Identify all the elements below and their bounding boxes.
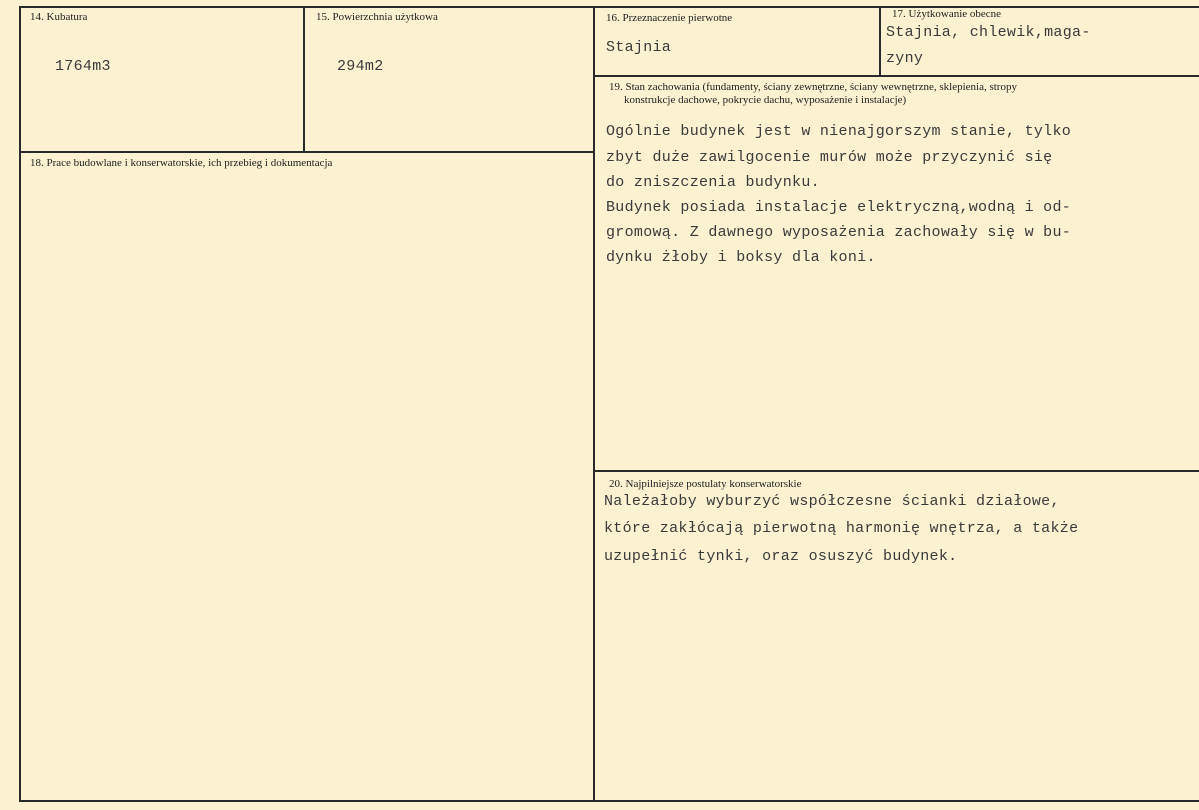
- field-19-text-line-3: do zniszczenia budynku.: [606, 174, 820, 191]
- field-20-text-line-2: które zakłócają pierwotną harmonię wnętrza, a także: [604, 520, 1079, 537]
- field-14-value: 1764m3: [55, 58, 111, 75]
- field-19-text-line-4: Budynek posiada instalacje elektryczną,wodną i od-: [606, 199, 1072, 216]
- field-15-label: 15. Powierzchnia użytkowa: [316, 11, 438, 23]
- field-20-text-line-1: Należałoby wyburzyć współczesne ścianki działowe,: [604, 493, 1060, 510]
- field-15-value: 294m2: [337, 58, 384, 75]
- divider-16-19: [593, 75, 1199, 77]
- field-19-label-line-1: 19. Stan zachowania (fundamenty, ściany zewnętrzne, ściany wewnętrzne, sklepienia, stropy: [609, 81, 1017, 93]
- divider-19-20: [593, 470, 1199, 472]
- field-16-label: 16. Przeznaczenie pierwotne: [606, 12, 733, 24]
- bottom-border: [19, 800, 1199, 802]
- left-border: [19, 6, 21, 801]
- field-19-text-line-6: dynku żłoby i boksy dla koni.: [606, 249, 876, 266]
- divider-14-15: [303, 6, 305, 152]
- divider-16-17: [879, 6, 881, 76]
- field-20-label: 20. Najpilniejsze postulaty konserwatorskie: [609, 478, 802, 490]
- field-19-text-line-1: Ogólnie budynek jest w nienajgorszym stanie, tylko: [606, 123, 1072, 140]
- field-19-text-line-2: zbyt duże zawilgocenie murów może przyczynić się: [606, 149, 1053, 166]
- field-17-value-line-2: zyny: [886, 50, 924, 67]
- field-16-value: Stajnia: [606, 39, 672, 56]
- field-20-text-line-3: uzupełnić tynki, oraz osuszyć budynek.: [604, 548, 958, 565]
- field-17-value-line-1: Stajnia, chlewik,maga-: [886, 24, 1091, 41]
- field-17-label: 17. Użytkowanie obecne: [892, 8, 1002, 20]
- field-19-label-line-2: konstrukcje dachowe, pokrycie dachu, wyposażenie i instalacje): [624, 94, 907, 106]
- divider-main: [593, 6, 595, 801]
- field-14-label: 14. Kubatura: [30, 11, 88, 23]
- field-19-text-line-5: gromową. Z dawnego wyposażenia zachowały się w bu-: [606, 224, 1072, 241]
- divider-left-mid: [19, 151, 594, 153]
- field-18-label: 18. Prace budowlane i konserwatorskie, ich przebieg i dokumentacja: [30, 157, 333, 169]
- top-border: [20, 6, 1199, 8]
